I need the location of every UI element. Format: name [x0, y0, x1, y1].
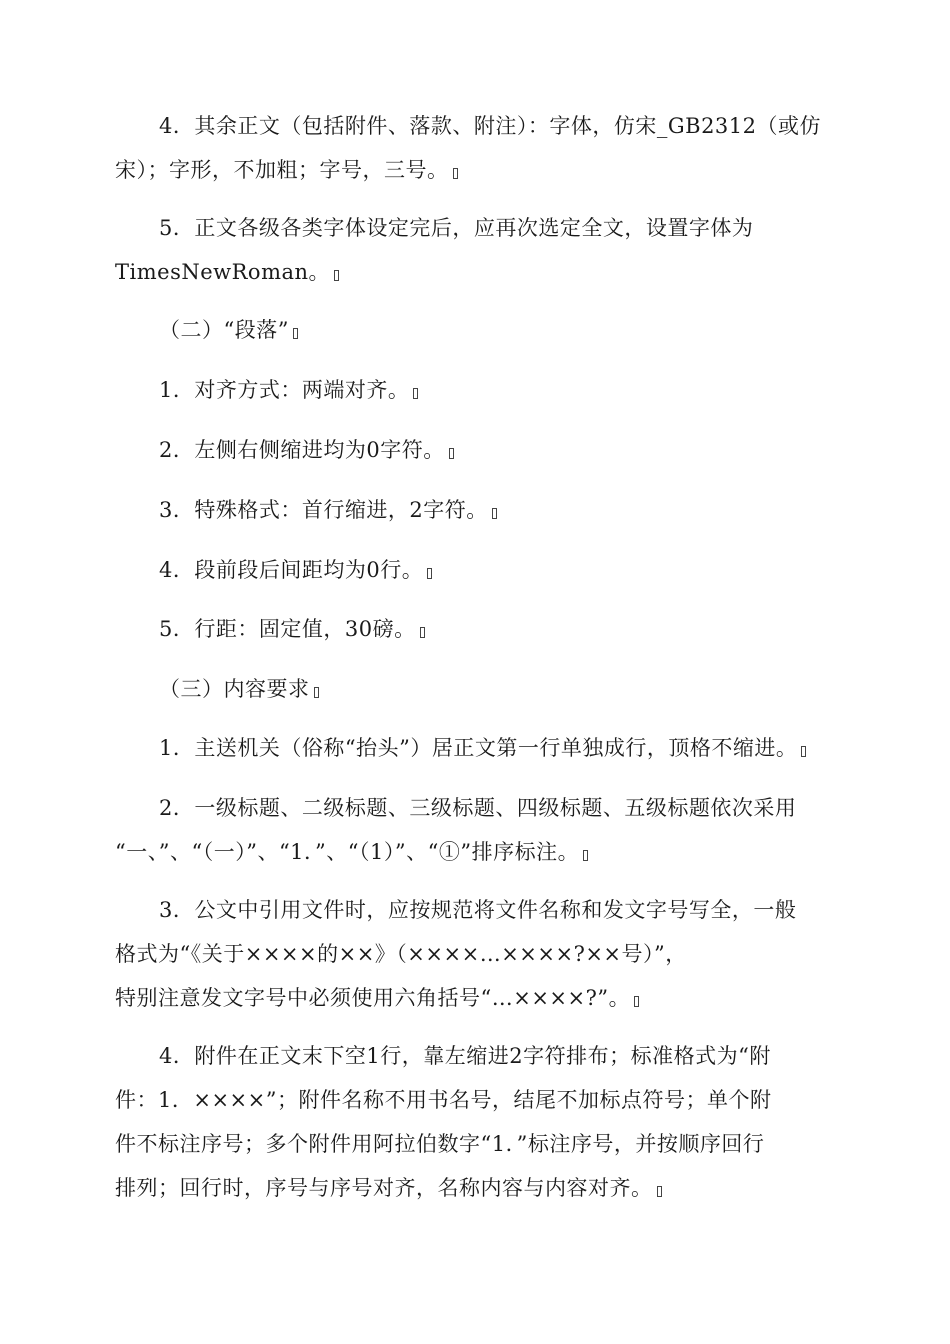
paragraph-mark-icon: [427, 568, 432, 579]
paragraph-alignment: [115, 368, 835, 412]
section-heading: [115, 667, 835, 711]
text-line: 4．其余正文（包括附件、落款、附注）：字体，仿宋_GB2312（或仿: [159, 114, 822, 138]
paragraph-attachment: [115, 1034, 835, 1210]
text-line: 3．特殊格式：首行缩进，2字符。: [159, 498, 488, 522]
paragraph-line-spacing: [115, 607, 835, 651]
paragraph-mark-icon: [492, 508, 497, 519]
text-line: TimesNewRoman。: [115, 260, 331, 284]
paragraph-citation: [115, 888, 835, 1020]
text-line: 格式为“《关于××××的××》（××××…××××?××号）”，: [115, 942, 687, 966]
paragraph-heading-levels: [115, 786, 835, 874]
text-line: “一、”、“（一）”、“1．”、“（1）”、“①”排序标注。: [115, 840, 580, 864]
text-line-last: [115, 250, 835, 294]
paragraph-mark-icon: [453, 168, 458, 179]
heading-text: （三）内容要求: [159, 677, 310, 701]
section-heading: [115, 308, 835, 352]
text-line: 4．附件在正文末下空1行，靠左缩进2字符排布；标准格式为“附: [159, 1044, 771, 1068]
paragraph-mark-icon: [413, 388, 418, 399]
paragraph-mark-icon: [583, 850, 588, 861]
text-line-last: [115, 726, 835, 770]
paragraph-mark-icon: [801, 746, 806, 757]
text-line-last: [115, 368, 835, 412]
paragraph-mark-icon: [449, 448, 454, 459]
text-line: 1．主送机关（俗称“抬头”）居正文第一行单独成行，顶格不缩进。: [159, 736, 798, 760]
text-line: 4．段前段后间距均为0行。: [159, 558, 424, 582]
heading-content-requirements: [115, 667, 835, 711]
paragraph-indent: [115, 428, 835, 472]
paragraph-special-format: [115, 488, 835, 532]
paragraph-mark-icon: [334, 270, 339, 281]
text-line-last: [115, 548, 835, 592]
text-line-last: [115, 148, 835, 192]
text-line: 宋）；字形，不加粗；字号，三号。: [115, 158, 449, 182]
text-line: 件：1．××××”；附件名称不用书名号，结尾不加标点符号；单个附: [115, 1088, 772, 1112]
text-line: 特别注意发文字号中必须使用六角括号“…××××?”。: [115, 986, 631, 1010]
text-line-last: [115, 488, 835, 532]
text-line-last: [115, 607, 835, 651]
paragraph-mark-icon: [293, 328, 298, 339]
text-line: 2．一级标题、二级标题、三级标题、四级标题、五级标题依次采用: [159, 796, 797, 820]
paragraph-mark-icon: [314, 687, 319, 698]
text-line: 1．对齐方式：两端对齐。: [159, 378, 410, 402]
text-line: 2．左侧右侧缩进均为0字符。: [159, 438, 445, 462]
text-line: 5．正文各级各类字体设定完后，应再次选定全文，设置字体为: [159, 216, 754, 240]
text-line: 3．公文中引用文件时，应按规范将文件名称和发文字号写全，一般: [159, 898, 797, 922]
paragraph-mark-icon: [634, 996, 639, 1007]
text-line-last: [115, 428, 835, 472]
text-line: 排列；回行时，序号与序号对齐，名称内容与内容对齐。: [115, 1176, 653, 1200]
paragraph-mark-icon: [657, 1186, 662, 1197]
paragraph-spacing: [115, 548, 835, 592]
heading-text: （二）“段落”: [159, 318, 289, 342]
heading-paragraph-section: [115, 308, 835, 352]
paragraph-font-other-body: [115, 104, 835, 192]
text-line-last: [115, 976, 835, 1020]
text-line: 5．行距：固定值，30磅。: [159, 617, 416, 641]
paragraph-font-reset: [115, 206, 835, 294]
text-line: 件不标注序号；多个附件用阿拉伯数字“1．”标注序号，并按顺序回行: [115, 1132, 765, 1156]
paragraph-mark-icon: [420, 627, 425, 638]
paragraph-recipient: [115, 726, 835, 770]
text-line-last: [115, 1166, 835, 1210]
text-line-last: [115, 830, 835, 874]
